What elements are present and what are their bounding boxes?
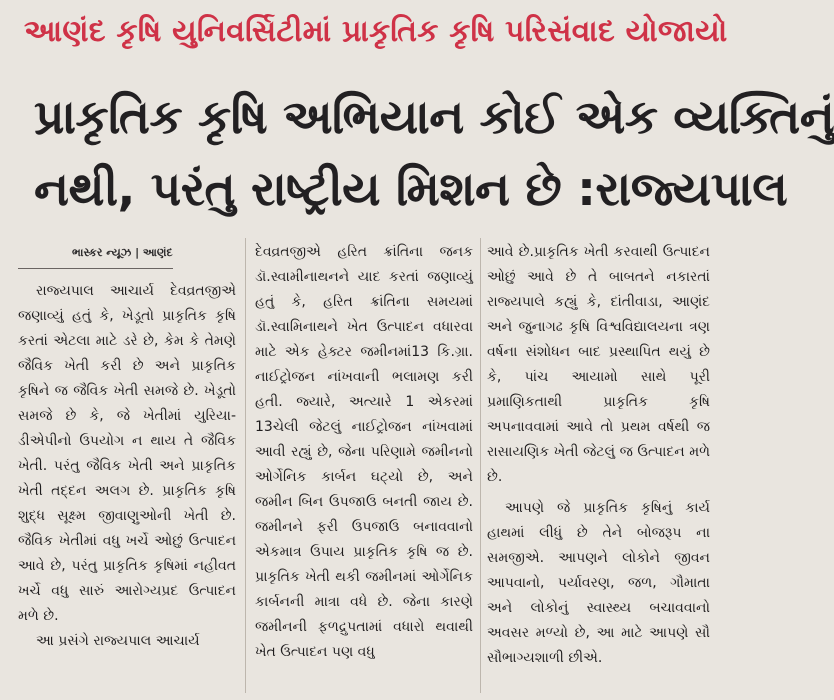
kicker-headline: આણંદ કૃષિ યુનિવર્સિટીમાં પ્રાકૃતિક કૃષિ પરિસંવાદ યોજાયો: [24, 14, 728, 49]
headline-line-2: નથી, પરંતુ રાષ્ટ્રીય મિશન છે :રાજ્યપાલ: [34, 162, 788, 217]
byline: ભાસ્કર ન્યૂઝ | આણંદ: [18, 244, 173, 269]
paragraph: આપણે જે પ્રાકૃતિક કૃષિનું કાર્ય હાથમાં લીધું છે તેને બોજરૂપ ના સમજીએ. આપણને લોકોને જીવન આપવાનો, પર્યાવરણ, જળ, ગૌમાતા અને લોકોનું સ્વાસ્થ્ય બચાવવાનો અવસર મળ્યો છે, આ માટે આપણે સૌ સૌભાગ્યશાળી છીએ.: [487, 500, 710, 666]
headline-line-1: પ્રાકૃતિક કૃષિ અભિયાન કોઈ એક વ્યક્તિનું: [34, 90, 834, 145]
article-column-2: [255, 240, 473, 695]
column-divider: [480, 238, 481, 693]
column-divider: [245, 238, 246, 693]
paragraph: આ પ્રસંગે રાજ્યપાલ આચાર્ય: [36, 633, 200, 649]
paragraph: આવે છે.પ્રાકૃતિક ખેતી કરવાથી ઉત્પાદન ઓછું આવે છે તે બાબતને નકારતાં રાજ્યપાલે કહ્યું કે, દાંતીવાડા, આણંદ અને જુનાગઢ કૃષિ વિશ્વવિદ્યાલયના ત્રણ વર્ષના સંશોધન બાદ પ્રસ્થાપિત થયું છે કે, પાંચ આયામો સાથે પૂરી પ્રમાણિકતાથી પ્રાકૃતિક કૃષિ અપનાવવામાં આવે તો પ્રથમ વર્ષથી જ રાસાયણિક ખેતી જેટલું જ ઉત્પાદન મળે છે.: [487, 244, 710, 485]
paragraph: રાજ્યપાલ આચાર્ય દેવવ્રતજીએ જણાવ્યું હતું કે, ખેડૂતો પ્રાકૃતિક કૃષિ કરતાં એટલા માટે ડરે છે, કેમ કે તેમણે જૈવિક ખેતી કરી છે અને પ્રાકૃતિક કૃષિને જ જૈવિક ખેતી સમજે છે. ખેડૂતો સમજે છે કે, જે ખેતીમાં યુરિયા-ડીએપીનો ઉપયોગ ન થાય તે જૈવિક ખેતી. પરંતુ જૈવિક ખેતી અને પ્રાકૃતિક ખેતી તદ્દન અલગ છે. પ્રાકૃતિક કૃષિ શુદ્ધ સૂક્ષ્મ જીવાણુઓની ખેતી છે. જૈવિક ખેતીમાં વધુ ખર્ચે ઓછું ઉત્પાદન આવે છે, પરંતુ પ્રાકૃતિક કૃષિમાં નહીવત ખર્ચે વધુ સારું આરોગ્યપ્રદ ઉત્પાદન મળે છે.: [18, 283, 236, 624]
main-headline: [34, 82, 834, 226]
article-column-1: [18, 240, 236, 695]
article-column-3: [487, 240, 710, 695]
paragraph: દેવવ્રતજીએ હરિત ક્રાંતિના જનક ડૉ.સ્વામીનાથનને યાદ કરતાં જણાવ્યું હતું કે, હરિત ક્રાંતિના સમયમાં ડૉ.સ્વામિનાથને ખેત ઉત્પાદન વધારવા માટે એક હેક્ટર જમીનમાં13 કિ.ગ્રા. નાઈટ્રોજન નાંખવાની ભલામણ કરી હતી. જ્યારે, અત્યારે 1 એકરમાં 13ચેલી જેટલું નાઈટ્રોજન નાંખવામાં આવી રહ્યું છે, જેના પરિણામે જમીનનો ઓર્ગેનિક કાર્બન ઘટ્યો છે, અને જમીન બિન ઉપજાઉ બનતી જાય છે. જમીનને ફરી ઉપજાઉ બનાવવાનો એકમાત્ર ઉપાય પ્રાકૃતિક કૃષિ જ છે. પ્રાકૃતિક ખેતી થકી જમીનમાં ઓર્ગેનિક કાર્બનની માત્રા વધે છે. જેના કારણે જમીનની ફળદ્રુપતામાં વધારો થવાથી ખેત ઉત્પાદન પણ વધુ: [255, 244, 473, 660]
